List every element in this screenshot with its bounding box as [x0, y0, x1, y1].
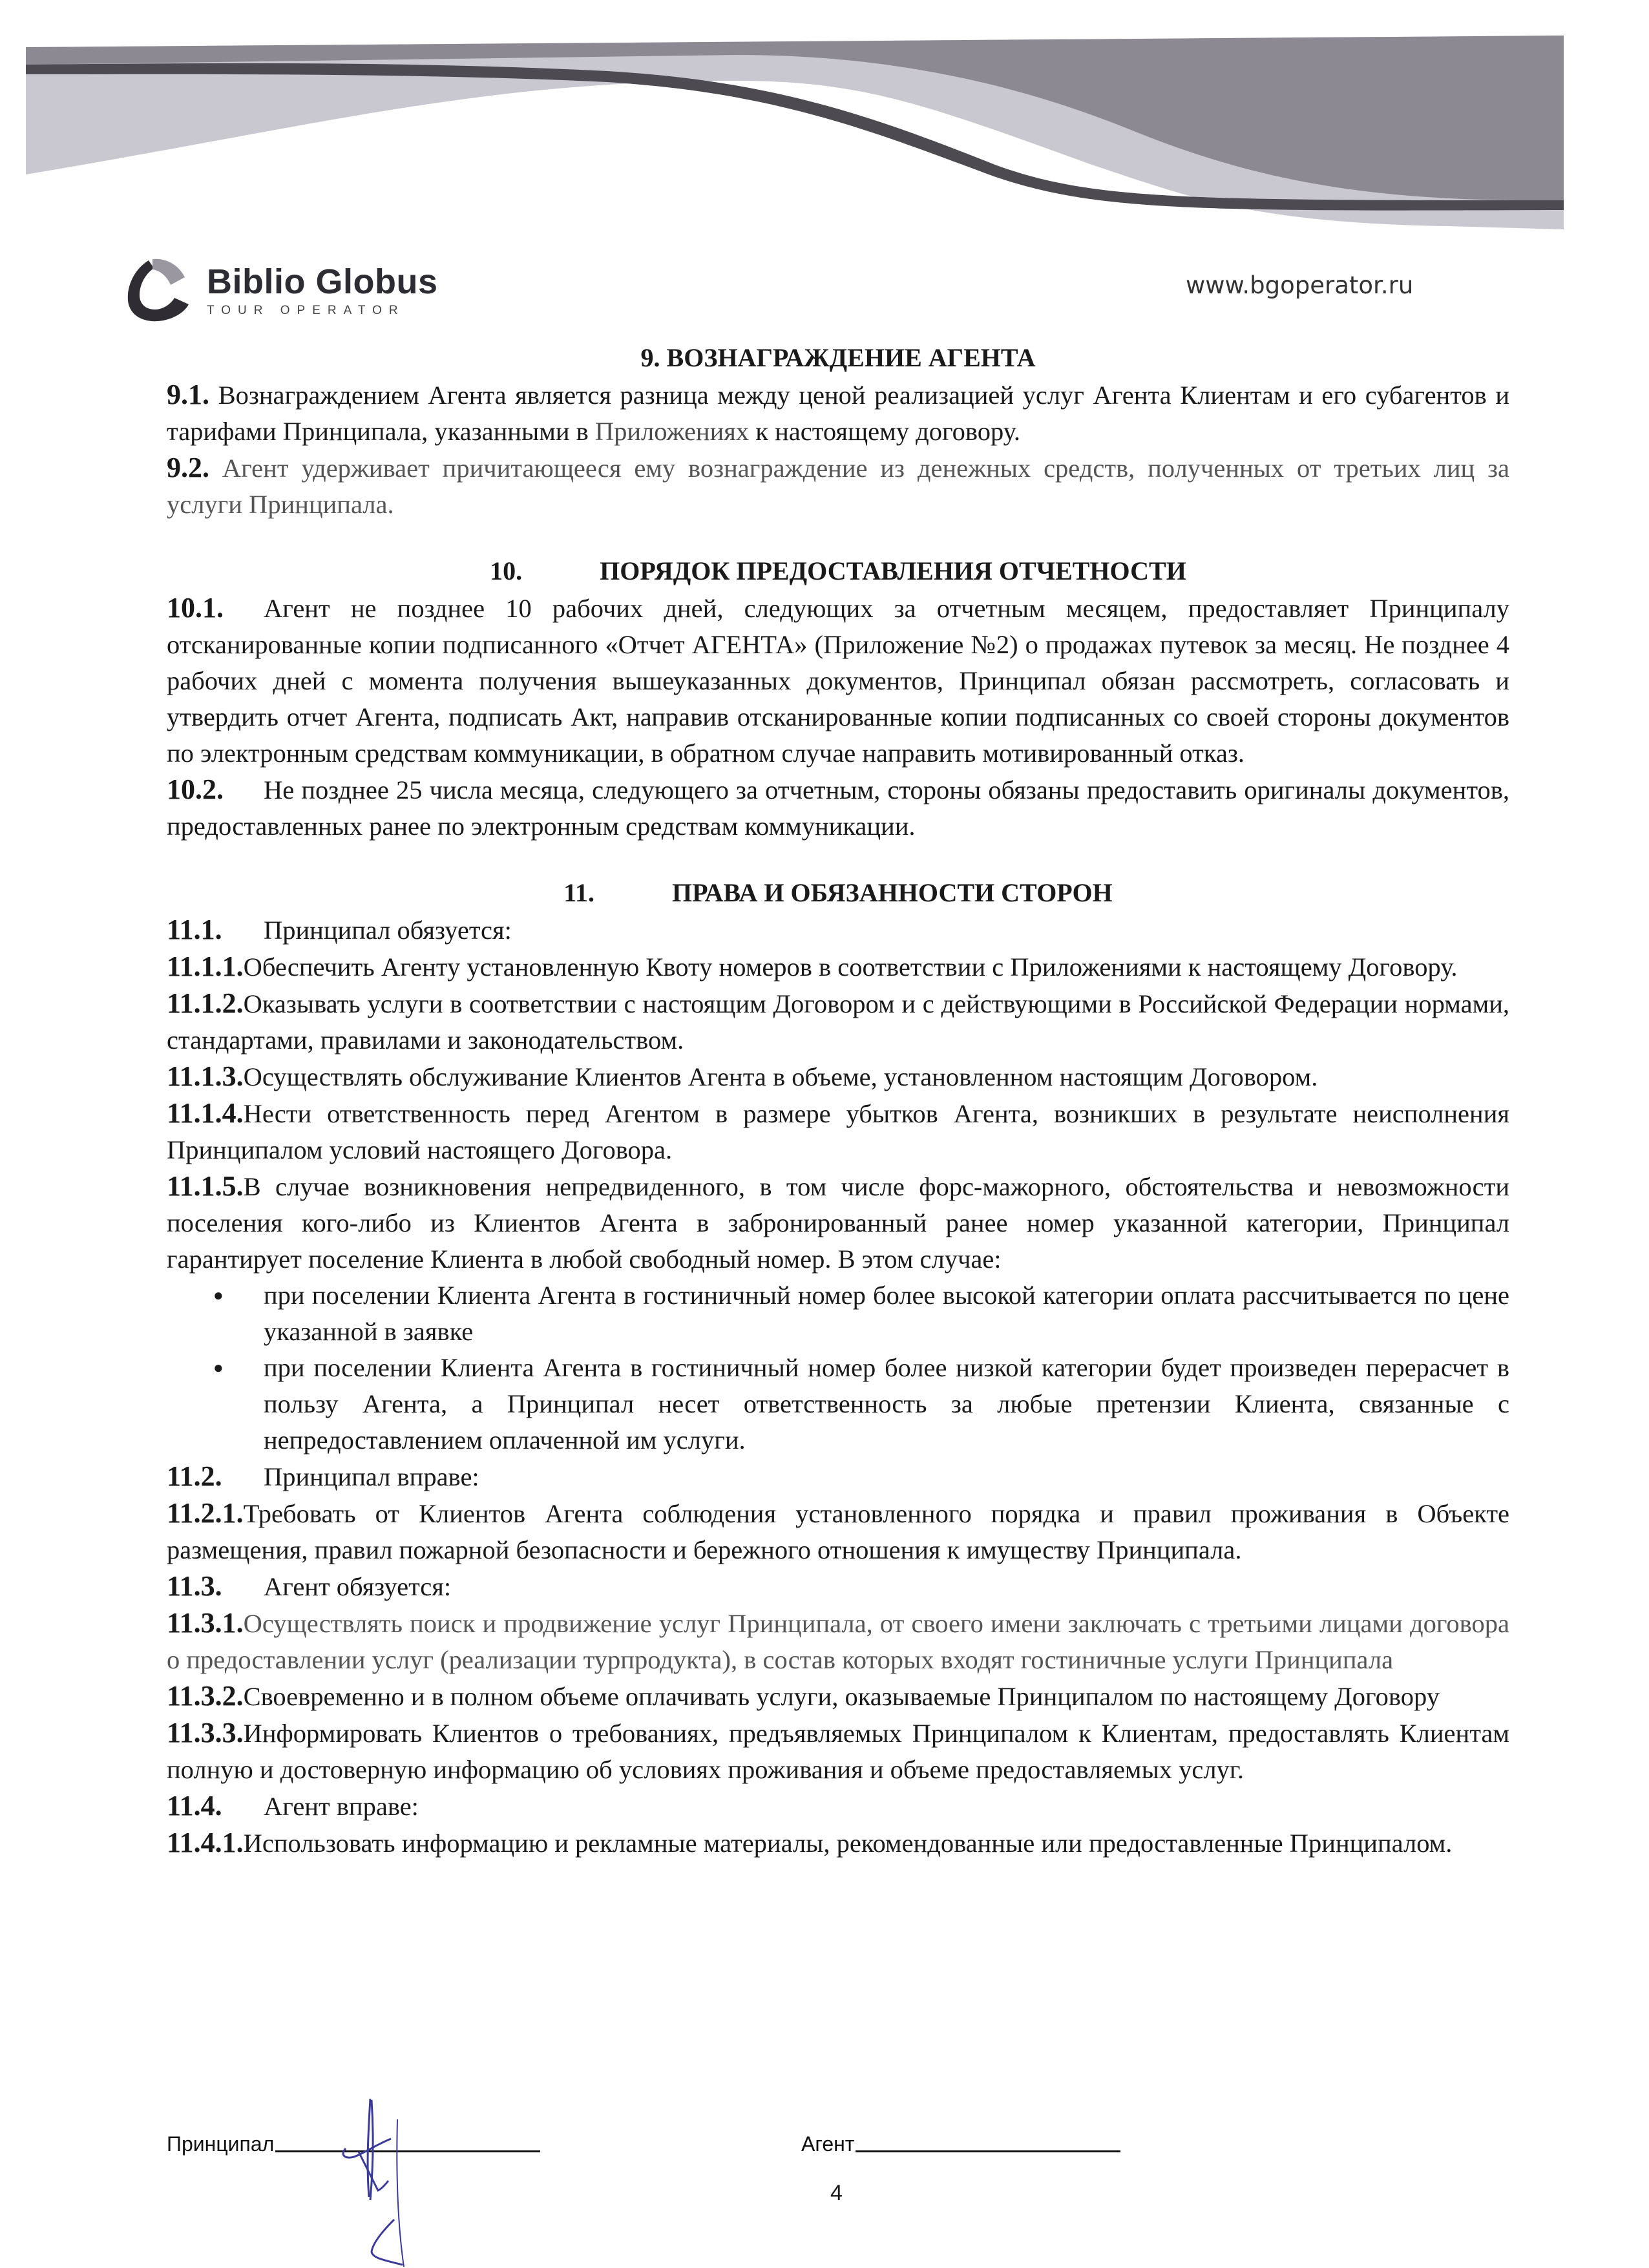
clause-text: Обеспечить Агенту установленную Квоту номеров в соответствии с Приложениями к настоящему Договору. [243, 952, 1458, 982]
clause-9-2 [167, 450, 1509, 523]
clause-text: Агент не позднее 10 рабочих дней, следующих за отчетным месяцем, предоставляет Принципалу отсканированные копии подписанного «Отчет АГЕНТА» (Приложение №2) о продажах путевок за месяц. Не позднее 4 рабочих дней с момента получения вышеуказанных документов, Принципал обязан рассмотреть, согласовать и утвердить отчет Агента, подписать Акт, направив отсканированные копии подписанных со своей стороны документов по электронным средствам коммуникации, в обратном случае направить мотивированный отказ. [167, 594, 1509, 768]
clause-text: В случае возникновения непредвиденного, в том числе форс-мажорного, обстоятельства и невозможности поселения кого-либо из Клиентов Агента в забронированный ранее номер указанной категории, Принципал гарантирует поселение Клиента в любой свободный номер. В этом случае: [167, 1172, 1509, 1274]
clause-11-1 [167, 912, 1509, 949]
clause-number: 11.4. [167, 1790, 222, 1822]
section-title: ПРАВА И ОБЯЗАННОСТИ СТОРОН [672, 878, 1113, 907]
clause-text: Принципал обязуется: [264, 916, 512, 945]
clause-text: Принципал вправе: [264, 1462, 479, 1491]
agent-signature-line [856, 2150, 1120, 2152]
clause-9-1 [167, 377, 1509, 450]
handwritten-signature [333, 2094, 436, 2268]
agent-label: Агент [801, 2132, 855, 2156]
brand-logo [123, 255, 437, 326]
brand-tagline: TOUR OPERATOR [207, 304, 405, 317]
clause-text: Осуществлять обслуживание Клиентов Агента в объеме, установленном настоящим Договором. [243, 1062, 1318, 1091]
clause-11-1-5 [167, 1168, 1509, 1277]
clause-number: 11.1.1. [167, 950, 244, 982]
bullet-list [167, 1277, 1509, 1458]
clause-11-1-2 [167, 985, 1509, 1058]
clause-text: Агент обязуется: [264, 1572, 452, 1601]
bullet-item: ● при поселении Клиента Агента в гостиничный номер более высокой категории оплата рассчитывается по цене указанной в заявке [264, 1277, 1509, 1350]
clause-11-3-1 [167, 1605, 1509, 1678]
section-number: 11. [563, 878, 595, 907]
clause-11-4-1 [167, 1825, 1509, 1862]
clause-text: Своевременно и в полном объеме оплачивать услуги, оказываемые Принципалом по настоящему Договору [243, 1682, 1440, 1711]
clause-11-3-2 [167, 1678, 1509, 1715]
clause-text: Информировать Клиентов о требованиях, предъявляемых Принципалом к Клиентам, предоставлять Клиентам полную и достоверную информацию об условиях проживания и объеме предоставляемых услуг. [167, 1719, 1509, 1784]
clause-number: 10.1. [167, 592, 224, 624]
clause-number: 11.1.4. [167, 1097, 244, 1129]
clause-number: 11.1.5. [167, 1170, 244, 1202]
section-10-heading [167, 552, 1509, 590]
clause-text: Вознаграждением Агента является разница между ценой реализацией услуг Агента Клиентам и его субагентов и тарифами Принципала, указанными в [167, 381, 1510, 446]
website-url[interactable]: www.bgoperator.ru [1186, 271, 1414, 299]
clause-number: 11.1.2. [167, 987, 244, 1019]
clause-number: 10.2. [167, 773, 224, 805]
clause-number: 11.3.2. [167, 1680, 244, 1712]
clause-11-1-3 [167, 1058, 1509, 1095]
clause-10-2 [167, 772, 1509, 845]
principal-label: Принципал [167, 2132, 275, 2156]
clause-text: Не позднее 25 числа месяца, следующего за отчетным, стороны обязаны предоставить оригиналы документов, предоставленных ранее по электронным средствам коммуникации. [167, 775, 1509, 841]
biblio-globus-logo-icon [123, 255, 195, 326]
section-9-heading: 9. ВОЗНАГРАЖДЕНИЕ АГЕНТА [640, 343, 1036, 372]
clause-number: 11.3.3. [167, 1717, 244, 1748]
clause-number: 11.1.3. [167, 1060, 244, 1092]
clause-11-4 [167, 1788, 1509, 1825]
clause-11-1-4 [167, 1095, 1509, 1168]
page-number: 4 [830, 2181, 843, 2205]
clause-11-2 [167, 1458, 1509, 1495]
clause-number: 11.2. [167, 1460, 222, 1492]
clause-text: Оказывать услуги в соответствии с настоящим Договором и с действующими в Российской Федерации нормами, стандартами, правилами и законодательством. [167, 989, 1509, 1055]
clause-number: 11.3.1. [167, 1607, 244, 1639]
clause-text: Агент удерживает причитающееся ему вознаграждение из денежных средств, полученных от третьих лиц за услуги Принципала. [167, 454, 1510, 519]
clause-number: 9.2. [167, 452, 209, 483]
clause-text: Требовать от Клиентов Агента соблюдения установленного порядка и правил проживания в Объекте размещения, правил пожарной безопасности и бережного отношения к имуществу Принципала. [167, 1499, 1509, 1564]
brand-name: Biblio Globus [207, 262, 438, 301]
section-title: ПОРЯДОК ПРЕДОСТАВЛЕНИЯ ОТЧЕТНОСТИ [600, 556, 1186, 585]
clause-text: к настоящему договору. [749, 417, 1020, 446]
clause-text: Использовать информацию и рекламные материалы, рекомендованные или предоставленные Принципалом. [243, 1829, 1453, 1858]
clause-10-1 [167, 590, 1509, 772]
clause-11-2-1 [167, 1495, 1509, 1568]
clause-text: Агент вправе: [264, 1792, 419, 1821]
clause-11-1-1 [167, 949, 1509, 985]
clause-11-3-3 [167, 1715, 1509, 1788]
section-number: 10. [490, 556, 523, 585]
clause-number: 11.2.1. [167, 1497, 244, 1529]
clause-number: 11.4.1. [167, 1827, 244, 1858]
clause-number: 11.1. [167, 914, 222, 945]
header-wave-banner [26, 36, 1564, 229]
agent-signature-field [801, 2132, 1120, 2156]
clause-11-3 [167, 1568, 1509, 1605]
clause-number: 11.3. [167, 1570, 222, 1602]
clause-text: Осуществлять поиск и продвижение услуг Принципала, от своего имени заключать с третьими лицами договора о предоставлении услуг (реализации турпродукта), в состав которых входят гостиничные услуги Принципала [167, 1609, 1509, 1674]
section-11-heading [167, 874, 1509, 912]
appendices-reference: Приложениях [594, 417, 750, 446]
bullet-item: ● при поселении Клиента Агента в гостиничный номер более низкой категории будет произведен перерасчет в пользу Агента, а Принципал несет ответственность за любые претензии Клиента, связанные с непредоставлением оплаченной им услуги. [264, 1350, 1509, 1458]
document-body [167, 339, 1509, 1862]
clause-number: 9.1. [167, 379, 209, 410]
clause-text: Нести ответственность перед Агентом в размере убытков Агента, возникших в результате неисполнения Принципалом условий настоящего Договора. [167, 1099, 1509, 1164]
